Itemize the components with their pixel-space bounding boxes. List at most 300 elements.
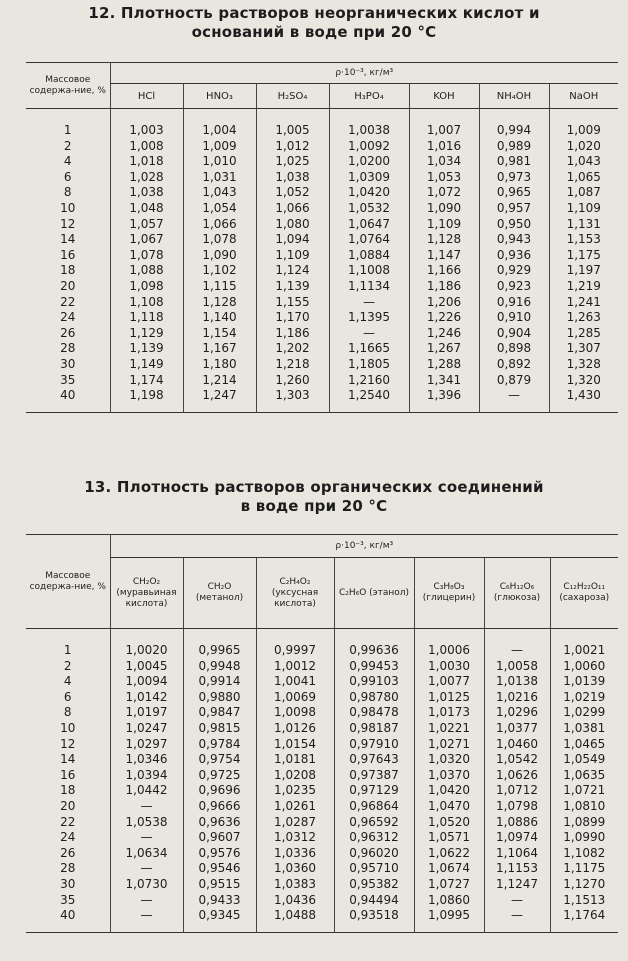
- density-cell: 1,0012: [256, 659, 334, 675]
- density-cell: 1,043: [549, 154, 618, 170]
- column-header: C₂H₆O (этанол): [334, 558, 414, 629]
- density-cell: 1,0542: [484, 752, 550, 768]
- density-cell: 1,094: [256, 232, 329, 248]
- density-cell: 1,0309: [329, 170, 409, 186]
- density-cell: 1,147: [409, 248, 479, 264]
- table-row: [26, 341, 618, 357]
- density-cell: 1,057: [110, 217, 183, 233]
- density-cell: 1,0021: [550, 643, 618, 659]
- table-row: [26, 643, 618, 659]
- table-row: [26, 783, 618, 799]
- density-cell: 1,0038: [329, 123, 409, 139]
- density-cell: 1,0094: [110, 674, 183, 690]
- table-row: [26, 705, 618, 721]
- density-cell: 1,0092: [329, 139, 409, 155]
- density-cell: —: [484, 643, 550, 659]
- mass-percent-cell: 8: [63, 185, 72, 200]
- density-cell: —: [110, 799, 183, 815]
- density-cell: 1,124: [256, 263, 329, 279]
- density-cell: 1,118: [110, 310, 183, 326]
- density-cell: 1,078: [110, 248, 183, 264]
- spacer-cell: [479, 109, 549, 124]
- mass-percent-cell: 22: [60, 814, 76, 829]
- mass-percent-cell: 12: [60, 216, 76, 231]
- column-header: CH₂O₂ (муравьиная кислота): [110, 558, 183, 629]
- density-cell: 1,0470: [414, 799, 484, 815]
- density-cell: 0,9914: [183, 674, 256, 690]
- spacer-cell: [183, 629, 256, 644]
- density-cell: 1,0271: [414, 737, 484, 753]
- column-header: C₂H₄O₂ (уксусная кислота): [256, 558, 334, 629]
- table-row: [26, 908, 618, 924]
- table-row: [26, 877, 618, 893]
- table-row: [26, 185, 618, 201]
- table-row: [26, 326, 618, 342]
- density-cell: —: [329, 295, 409, 311]
- density-cell: 0,879: [479, 373, 549, 389]
- density-cell: 0,97643: [334, 752, 414, 768]
- density-cell: —: [484, 893, 550, 909]
- density-cell: 0,97387: [334, 768, 414, 784]
- spacer-cell: [110, 924, 183, 933]
- density-cell: 1,1764: [550, 908, 618, 924]
- density-cell: 0,9784: [183, 737, 256, 753]
- mass-percent-cell: 1: [63, 643, 72, 657]
- density-cell: 1,004: [183, 123, 256, 139]
- density-cell: 1,0995: [414, 908, 484, 924]
- density-cell: 0,9546: [183, 861, 256, 877]
- density-cell: 0,9997: [256, 643, 334, 659]
- density-cell: 1,0712: [484, 783, 550, 799]
- density-cell: 1,247: [183, 388, 256, 404]
- density-cell: 1,048: [110, 201, 183, 217]
- density-cell: 1,067: [110, 232, 183, 248]
- density-cell: 0,973: [479, 170, 549, 186]
- density-cell: 1,175: [549, 248, 618, 264]
- table-row: [26, 674, 618, 690]
- column-header: KOH: [409, 84, 479, 109]
- table-row: [26, 799, 618, 815]
- table-row: [26, 217, 618, 233]
- density-cell: 1,052: [256, 185, 329, 201]
- density-cell: 0,99103: [334, 674, 414, 690]
- density-cell: 1,186: [409, 279, 479, 295]
- density-cell: —: [110, 830, 183, 846]
- density-cell: 1,0077: [414, 674, 484, 690]
- density-cell: 1,0142: [110, 690, 183, 706]
- density-cell: 0,9965: [183, 643, 256, 659]
- density-cell: 1,0571: [414, 830, 484, 846]
- density-cell: 0,97129: [334, 783, 414, 799]
- density-cell: 1,020: [549, 139, 618, 155]
- spacer-cell: [409, 109, 479, 124]
- density-cell: 1,0549: [550, 752, 618, 768]
- table-13-title-line-1: 13. Плотность растворов органических соединений: [84, 478, 544, 496]
- density-cell: 1,303: [256, 388, 329, 404]
- mass-percent-cell: 4: [63, 154, 72, 169]
- density-cell: 1,0647: [329, 217, 409, 233]
- mass-percent-cell: 18: [60, 263, 76, 278]
- density-cell: 1,0730: [110, 877, 183, 893]
- table-row: [26, 232, 618, 248]
- density-cell: 1,0538: [110, 815, 183, 831]
- density-cell: 1,108: [110, 295, 183, 311]
- density-cell: 0,9847: [183, 705, 256, 721]
- spacer-cell: [329, 404, 409, 413]
- density-cell: 1,241: [549, 295, 618, 311]
- table-12-title-line-1: 12. Плотность растворов неорганических кислот и: [88, 4, 540, 22]
- table-row: [26, 721, 618, 737]
- column-header: C₁₂H₂₂O₁₁ (сахароза): [550, 558, 618, 629]
- density-cell: 0,950: [479, 217, 549, 233]
- density-cell: 0,9515: [183, 877, 256, 893]
- density-cell: 1,0674: [414, 861, 484, 877]
- spacer-cell: [484, 924, 550, 933]
- density-cell: 1,0764: [329, 232, 409, 248]
- density-cell: 1,0886: [484, 815, 550, 831]
- table-row: [26, 752, 618, 768]
- density-cell: 1,218: [256, 357, 329, 373]
- density-cell: 0,943: [479, 232, 549, 248]
- density-cell: 0,9815: [183, 721, 256, 737]
- density-cell: 1,0420: [329, 185, 409, 201]
- density-cell: 1,088: [110, 263, 183, 279]
- table-row: [26, 357, 618, 373]
- table-row: [26, 139, 618, 155]
- mass-percent-cell: 14: [60, 232, 76, 247]
- density-cell: 1,155: [256, 295, 329, 311]
- density-cell: 1,0860: [414, 893, 484, 909]
- density-cell: 1,003: [110, 123, 183, 139]
- density-cell: 1,0154: [256, 737, 334, 753]
- density-cell: 1,0622: [414, 846, 484, 862]
- density-cell: 1,0884: [329, 248, 409, 264]
- density-cell: 1,246: [409, 326, 479, 342]
- density-cell: 1,0370: [414, 768, 484, 784]
- density-cell: 1,0346: [110, 752, 183, 768]
- density-cell: 1,1395: [329, 310, 409, 326]
- density-cell: 1,1153: [484, 861, 550, 877]
- density-cell: 1,153: [549, 232, 618, 248]
- table-row: [26, 388, 618, 404]
- density-cell: 1,0626: [484, 768, 550, 784]
- spacer-cell: [110, 404, 183, 413]
- density-cell: 1,1247: [484, 877, 550, 893]
- density-cell: 1,0460: [484, 737, 550, 753]
- mass-percent-cell: 4: [63, 674, 72, 689]
- density-cell: 1,115: [183, 279, 256, 295]
- spacer-cell: [26, 109, 110, 124]
- density-cell: 1,0287: [256, 815, 334, 831]
- density-cell: 1,0381: [550, 721, 618, 737]
- column-header: NaOH: [549, 84, 618, 109]
- density-cell: 0,9666: [183, 799, 256, 815]
- density-cell: 1,0383: [256, 877, 334, 893]
- table-12-body: [26, 109, 618, 413]
- table-12-title-line-2: оснований в воде при 20 °С: [191, 23, 437, 41]
- density-cell: 0,892: [479, 357, 549, 373]
- density-cell: 1,025: [256, 154, 329, 170]
- density-cell: 0,93518: [334, 908, 414, 924]
- spacer-cell: [550, 629, 618, 644]
- mass-percent-cell: 35: [60, 892, 76, 907]
- mass-percent-cell: 40: [60, 908, 76, 923]
- spacer-cell: [183, 924, 256, 933]
- density-cell: 1,1175: [550, 861, 618, 877]
- density-cell: 0,99636: [334, 643, 414, 659]
- row-header: Массовое содержа-ние, %: [26, 535, 110, 629]
- density-cell: 1,0098: [256, 705, 334, 721]
- table-row: [26, 170, 618, 186]
- density-cell: 1,072: [409, 185, 479, 201]
- mass-percent-cell: 24: [60, 830, 76, 845]
- density-cell: 1,0247: [110, 721, 183, 737]
- density-cell: 1,396: [409, 388, 479, 404]
- spacer-cell: [334, 629, 414, 644]
- density-cell: 1,0045: [110, 659, 183, 675]
- density-cell: 1,2540: [329, 388, 409, 404]
- density-cell: 1,0727: [414, 877, 484, 893]
- density-cell: 1,1064: [484, 846, 550, 862]
- density-cell: 1,0297: [110, 737, 183, 753]
- density-cell: 0,9880: [183, 690, 256, 706]
- density-cell: 1,038: [110, 185, 183, 201]
- mass-percent-cell: 24: [60, 310, 76, 325]
- density-cell: 1,128: [183, 295, 256, 311]
- column-header: H₂SO₄: [256, 84, 329, 109]
- density-cell: 0,9433: [183, 893, 256, 909]
- density-cell: 1,0020: [110, 643, 183, 659]
- density-cell: 1,034: [409, 154, 479, 170]
- density-cell: 0,98187: [334, 721, 414, 737]
- density-cell: 1,0635: [550, 768, 618, 784]
- density-cell: 1,065: [549, 170, 618, 186]
- density-cell: 1,0810: [550, 799, 618, 815]
- density-cell: 1,198: [110, 388, 183, 404]
- spacer-row: [26, 109, 618, 124]
- density-cell: 0,95710: [334, 861, 414, 877]
- mass-percent-cell: 40: [60, 388, 76, 403]
- table-row: [26, 263, 618, 279]
- density-cell: 0,957: [479, 201, 549, 217]
- density-cell: 1,214: [183, 373, 256, 389]
- density-cell: 0,989: [479, 139, 549, 155]
- density-cell: 1,0990: [550, 830, 618, 846]
- density-cell: 1,0420: [414, 783, 484, 799]
- density-cell: 0,929: [479, 263, 549, 279]
- density-cell: 1,109: [256, 248, 329, 264]
- density-cell: 0,9725: [183, 768, 256, 784]
- mass-percent-cell: 10: [60, 720, 76, 735]
- density-span-header: ρ·10⁻³, кг/м³: [110, 535, 618, 558]
- density-cell: 0,96020: [334, 846, 414, 862]
- density-cell: 1,0173: [414, 705, 484, 721]
- density-cell: 1,341: [409, 373, 479, 389]
- density-cell: 1,0138: [484, 674, 550, 690]
- density-cell: —: [329, 326, 409, 342]
- density-cell: 1,0139: [550, 674, 618, 690]
- density-cell: 1,102: [183, 263, 256, 279]
- table-row: [26, 861, 618, 877]
- spacer-row: [26, 404, 618, 413]
- density-cell: 1,109: [409, 217, 479, 233]
- density-cell: 0,923: [479, 279, 549, 295]
- table-row: [26, 690, 618, 706]
- density-cell: 1,0360: [256, 861, 334, 877]
- density-cell: 1,012: [256, 139, 329, 155]
- mass-percent-cell: 1: [63, 123, 72, 137]
- density-cell: 1,263: [549, 310, 618, 326]
- spacer-cell: [414, 629, 484, 644]
- density-cell: 1,0126: [256, 721, 334, 737]
- column-header: C₃H₈O₃ (глицерин): [414, 558, 484, 629]
- density-cell: 1,0261: [256, 799, 334, 815]
- density-cell: 0,96864: [334, 799, 414, 815]
- density-cell: 0,936: [479, 248, 549, 264]
- density-cell: 1,0442: [110, 783, 183, 799]
- density-cell: 1,260: [256, 373, 329, 389]
- mass-percent-cell: 20: [60, 798, 76, 813]
- density-cell: —: [484, 908, 550, 924]
- density-cell: 1,0058: [484, 659, 550, 675]
- density-cell: 1,1134: [329, 279, 409, 295]
- density-cell: 0,97910: [334, 737, 414, 753]
- density-cell: 1,0394: [110, 768, 183, 784]
- table-13-title-line-2: в воде при 20 °С: [240, 497, 388, 515]
- density-cell: 1,031: [183, 170, 256, 186]
- density-cell: 1,0296: [484, 705, 550, 721]
- density-cell: 1,2160: [329, 373, 409, 389]
- density-cell: 1,0197: [110, 705, 183, 721]
- column-header: HNO₃: [183, 84, 256, 109]
- density-cell: 1,018: [110, 154, 183, 170]
- density-cell: 1,1513: [550, 893, 618, 909]
- table-row: [26, 373, 618, 389]
- density-cell: 0,98780: [334, 690, 414, 706]
- density-cell: 1,206: [409, 295, 479, 311]
- density-cell: 1,226: [409, 310, 479, 326]
- density-cell: 0,9607: [183, 830, 256, 846]
- density-cell: 1,154: [183, 326, 256, 342]
- spacer-row: [26, 629, 618, 644]
- density-cell: 1,043: [183, 185, 256, 201]
- table-row: [26, 248, 618, 264]
- density-cell: —: [479, 388, 549, 404]
- spacer-cell: [26, 629, 110, 644]
- density-cell: 1,0532: [329, 201, 409, 217]
- mass-percent-cell: 2: [63, 138, 72, 153]
- density-cell: 1,0041: [256, 674, 334, 690]
- density-cell: 0,910: [479, 310, 549, 326]
- mass-percent-cell: 35: [60, 372, 76, 387]
- mass-percent-cell: 8: [63, 705, 72, 720]
- table-row: [26, 310, 618, 326]
- density-cell: 1,0899: [550, 815, 618, 831]
- mass-percent-cell: 14: [60, 752, 76, 767]
- density-cell: 0,9345: [183, 908, 256, 924]
- density-cell: 0,898: [479, 341, 549, 357]
- table-row: [26, 815, 618, 831]
- density-cell: 1,0221: [414, 721, 484, 737]
- density-cell: 1,090: [409, 201, 479, 217]
- density-cell: 1,166: [409, 263, 479, 279]
- density-cell: 1,219: [549, 279, 618, 295]
- mass-percent-cell: 26: [60, 845, 76, 860]
- column-header: H₃PO₄: [329, 84, 409, 109]
- density-cell: 1,009: [549, 123, 618, 139]
- density-cell: 0,916: [479, 295, 549, 311]
- density-cell: 1,197: [549, 263, 618, 279]
- table-13-body: [26, 629, 618, 933]
- spacer-cell: [334, 924, 414, 933]
- density-cell: 1,131: [549, 217, 618, 233]
- mass-percent-cell: 16: [60, 767, 76, 782]
- density-cell: 1,0006: [414, 643, 484, 659]
- table-row: [26, 830, 618, 846]
- density-cell: 0,904: [479, 326, 549, 342]
- density-cell: 1,0312: [256, 830, 334, 846]
- mass-percent-cell: 28: [60, 861, 76, 876]
- density-cell: 1,109: [549, 201, 618, 217]
- density-cell: 0,9576: [183, 846, 256, 862]
- density-cell: 1,0181: [256, 752, 334, 768]
- density-cell: 1,328: [549, 357, 618, 373]
- density-cell: 1,174: [110, 373, 183, 389]
- mass-percent-cell: 30: [60, 356, 76, 371]
- density-span-header: ρ·10⁻³, кг/м³: [110, 63, 618, 84]
- density-cell: 0,981: [479, 154, 549, 170]
- density-cell: 1,038: [256, 170, 329, 186]
- column-header: CH₂O (метанол): [183, 558, 256, 629]
- density-cell: 0,96312: [334, 830, 414, 846]
- density-cell: 1,307: [549, 341, 618, 357]
- density-cell: 1,202: [256, 341, 329, 357]
- spacer-cell: [26, 924, 110, 933]
- spacer-cell: [550, 924, 618, 933]
- table-12: [26, 62, 618, 413]
- density-cell: 1,149: [110, 357, 183, 373]
- density-cell: 1,066: [183, 217, 256, 233]
- density-cell: 1,016: [409, 139, 479, 155]
- density-cell: 1,0030: [414, 659, 484, 675]
- density-cell: 1,1665: [329, 341, 409, 357]
- density-cell: 1,087: [549, 185, 618, 201]
- density-cell: 1,139: [256, 279, 329, 295]
- density-cell: 0,96592: [334, 815, 414, 831]
- mass-percent-cell: 22: [60, 294, 76, 309]
- density-cell: 0,994: [479, 123, 549, 139]
- density-cell: 1,0336: [256, 846, 334, 862]
- density-cell: 1,0974: [484, 830, 550, 846]
- density-cell: 0,95382: [334, 877, 414, 893]
- mass-percent-cell: 18: [60, 783, 76, 798]
- mass-percent-cell: 10: [60, 200, 76, 215]
- density-cell: 1,0488: [256, 908, 334, 924]
- density-cell: 0,99453: [334, 659, 414, 675]
- table-row: [26, 846, 618, 862]
- spacer-cell: [110, 629, 183, 644]
- density-cell: —: [110, 861, 183, 877]
- density-cell: —: [110, 893, 183, 909]
- column-header: C₆H₁₂O₆ (глюкоза): [484, 558, 550, 629]
- spacer-cell: [256, 404, 329, 413]
- spacer-cell: [479, 404, 549, 413]
- density-cell: 1,098: [110, 279, 183, 295]
- density-cell: 1,0377: [484, 721, 550, 737]
- density-cell: 1,028: [110, 170, 183, 186]
- density-cell: 1,080: [256, 217, 329, 233]
- column-header: HCl: [110, 84, 183, 109]
